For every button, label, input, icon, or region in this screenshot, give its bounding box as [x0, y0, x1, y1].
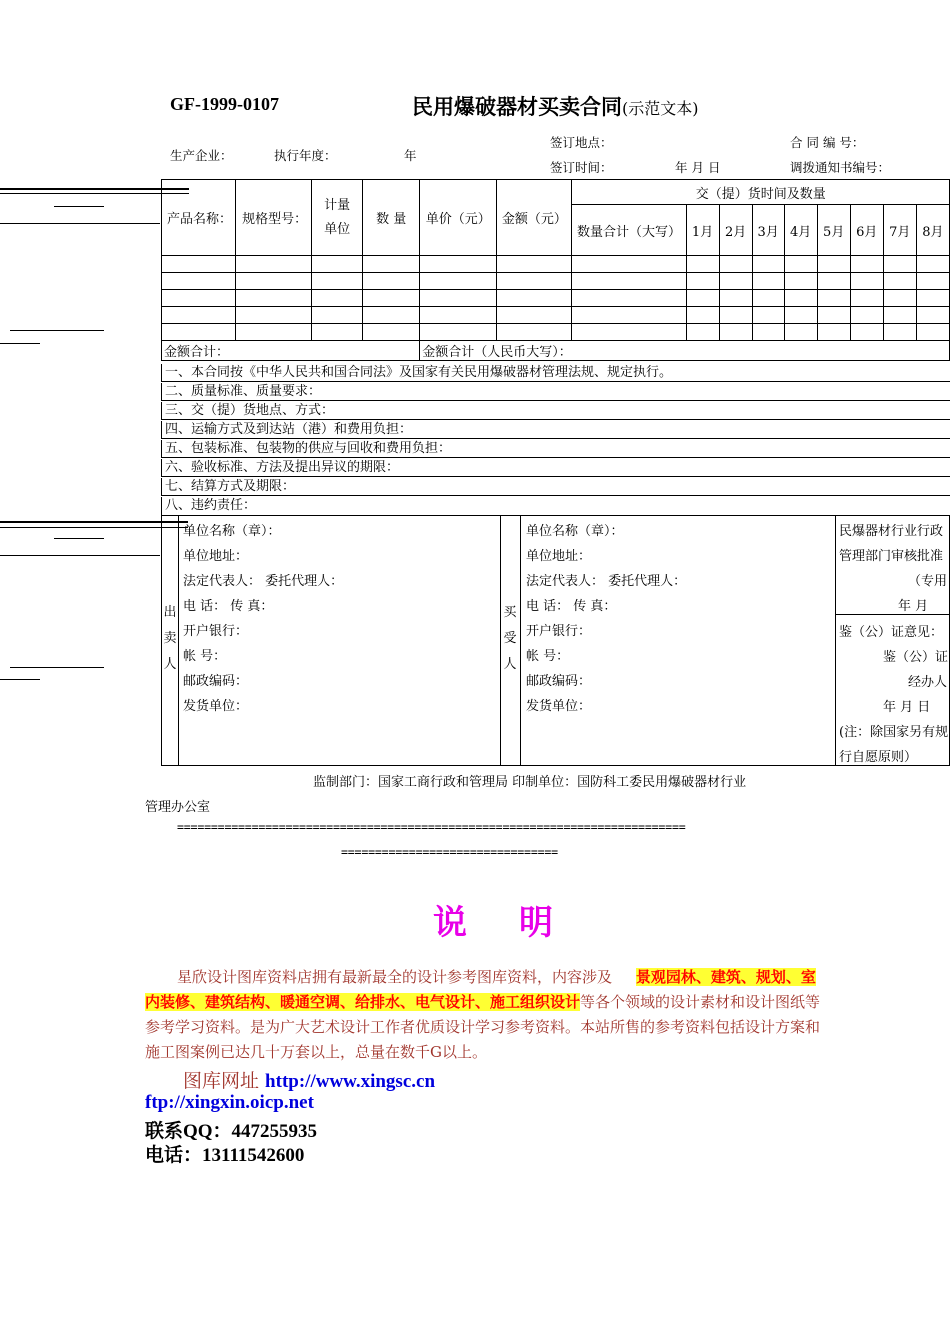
buyer-label: 买 受 人 [503, 605, 517, 672]
supervisor-line: 监制部门：国家工商行政和管理局 印制单位：国防科工委民用爆破器材行业 [313, 775, 747, 790]
margin-line [54, 206, 104, 207]
totals-row [162, 341, 950, 361]
office-line: 管理办公室 [145, 800, 211, 815]
table-row [162, 324, 950, 341]
year-label: 执行年度： [274, 148, 337, 163]
year-unit: 年 [404, 148, 417, 163]
divider [520, 515, 521, 766]
table-row [162, 273, 950, 290]
site-line: 图库网址 http://www.xingsc.cn [183, 1070, 436, 1092]
ftp-link[interactable]: ftp://xingxin.oicp.net [145, 1092, 314, 1113]
sign-place-label: 签订地点： [550, 135, 613, 150]
col-month: 4月 [784, 205, 817, 256]
notice-paragraph: 星欣设计图库资料店拥有最新最全的设计参考图库资料，内容涉及 景观园林、建筑、规划、室内装修、建筑结构、暖通空调、给排水、电气设计、施工组织设计等各个领域的设计素材和设计图纸等参考学习资料。是为广大艺术设计工作者优质设计学习参考资料。本站所售的参考资料包括设计方案和施工图案例已达几十万套以上，总量在数千G以上。 [145, 968, 821, 1061]
authority-approval: 民爆器材行业行政 管理部门审核批准 （专用 年 月 鉴（公）证意见： 鉴（公）证 经办人 年 月 日 (注：除国家另有规 行自愿原则） [839, 524, 949, 765]
col-quantity: 数 量 [363, 180, 420, 256]
sign-time-label: 签订时间： [550, 160, 613, 175]
site-url-link[interactable]: http://www.xingsc.cn [265, 1071, 436, 1092]
margin-line [0, 679, 40, 680]
table-row [162, 256, 950, 273]
seller-field: 帐 号： [183, 649, 227, 664]
total-rmb-label: 金额合计（人民币大写）： [420, 341, 950, 361]
buyer-field: 法定代表人： 委托代理人： [526, 574, 687, 589]
buyer-field: 单位地址： [526, 549, 592, 564]
margin-line [0, 527, 188, 528]
title-sub: (示范文本) [622, 99, 699, 118]
table-row [162, 290, 950, 307]
col-spec: 规格型号： [236, 180, 312, 256]
col-month: 3月 [752, 205, 784, 256]
date-blank: 年 月 日 [675, 160, 721, 175]
buyer-field: 帐 号： [526, 649, 570, 664]
title-main: 民用爆破器材买卖合同 [412, 95, 622, 119]
col-amount: 金额（元） [497, 180, 572, 256]
separator: =========================================================================== [177, 820, 686, 834]
col-unit [312, 180, 363, 256]
notice-title: 说明 [433, 903, 605, 943]
col-month: 8月 [916, 205, 949, 256]
clause-7: 七、结算方式及期限： [161, 478, 950, 496]
document-title [412, 91, 699, 121]
col-unit-bottom: 单位 [324, 221, 351, 237]
margin-line [0, 343, 40, 344]
buyer-field: 邮政编码： [526, 674, 592, 689]
producer-label: 生产企业： [170, 148, 233, 163]
col-product-name: 产品名称： [162, 180, 236, 256]
seller-field: 发货单位： [183, 699, 249, 714]
buyer-field: 发货单位： [526, 699, 592, 714]
margin-line [0, 223, 160, 224]
contract-no-label: 合 同 编 号： [790, 135, 865, 150]
buyer-field: 电 话： 传 真： [526, 599, 617, 614]
notice-no-label: 调拨通知书编号： [790, 160, 891, 175]
margin-line [54, 538, 104, 539]
buyer-field: 单位名称（章）： [526, 524, 624, 539]
col-total-qty: 数量合计（大写） [572, 205, 686, 256]
margin-line [10, 330, 104, 331]
seller-label: 出 卖 人 [163, 605, 177, 672]
highlight: 规划、室内装修、建筑结构、暖通空调、给排水、电气设计、施工组织设计 [145, 968, 816, 1011]
form-code: GF-1999-0107 [170, 94, 279, 114]
buyer-field: 开户银行： [526, 624, 592, 639]
col-unit-top: 计量 [324, 197, 351, 213]
product-table [161, 179, 950, 361]
col-month: 6月 [850, 205, 883, 256]
clause-6: 六、验收标准、方法及提出异议的期限： [161, 459, 950, 477]
col-month: 2月 [719, 205, 752, 256]
seller-field: 电 话： 传 真： [183, 599, 274, 614]
col-unit-price: 单价（元） [420, 180, 497, 256]
clause-4: 四、运输方式及到达站（港）和费用负担： [161, 421, 950, 439]
separator: ================================ [341, 845, 558, 859]
col-month: 1月 [686, 205, 719, 256]
clause-8: 八、违约责任： [161, 497, 950, 515]
divider [500, 515, 501, 766]
clause-1: 一、本合同按《中华人民共和国合同法》及国家有关民用爆破器材管理法规、规定执行。 [161, 364, 950, 382]
seller-field: 单位名称（章）： [183, 524, 281, 539]
seller-field: 开户银行： [183, 624, 249, 639]
margin-line [0, 555, 160, 556]
seller-field: 法定代表人： 委托代理人： [183, 574, 344, 589]
seller-field: 单位地址： [183, 549, 249, 564]
total-amount-label: 金额合计： [162, 341, 420, 361]
phone-contact: 电话：13111542600 [145, 1145, 305, 1166]
delivery-header: 交（提）货时间及数量 [572, 180, 950, 205]
col-month: 7月 [883, 205, 916, 256]
table-row [162, 307, 950, 324]
qq-contact: 联系QQ：447255935 [145, 1121, 318, 1142]
clause-5: 五、包装标准、包装物的供应与回收和费用负担： [161, 440, 950, 458]
clause-2: 二、质量标准、质量要求： [161, 383, 950, 401]
divider [178, 515, 179, 766]
margin-line [0, 521, 188, 523]
margin-line [10, 667, 104, 668]
clause-3: 三、交（提）货地点、方式： [161, 402, 950, 420]
seller-field: 邮政编码： [183, 674, 249, 689]
highlight: 景观园林、建筑、 [635, 968, 756, 986]
col-month: 5月 [817, 205, 850, 256]
